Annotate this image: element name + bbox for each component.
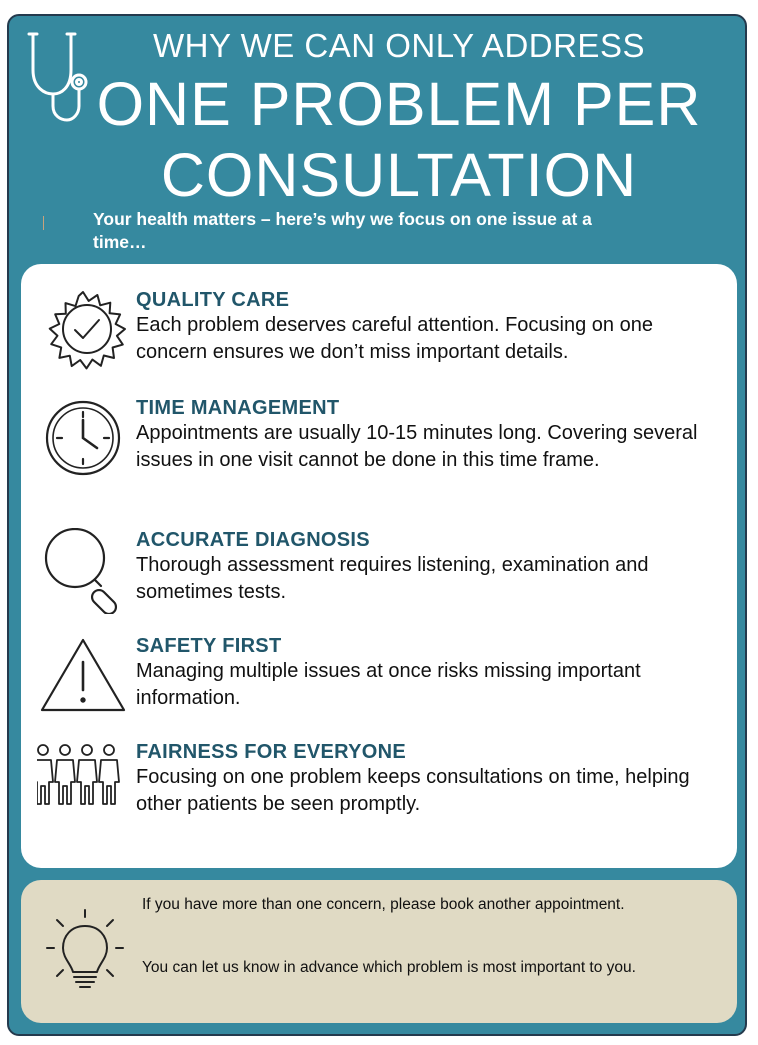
lightbulb-icon bbox=[45, 906, 125, 998]
reason-text: Appointments are usually 10-15 minutes long. Covering several issues in one visit cannot be done in this time frame. bbox=[136, 422, 698, 471]
reason-heading: TIME MANAGEMENT bbox=[136, 397, 340, 419]
title-line-1: WHY WE CAN ONLY ADDRESS bbox=[153, 27, 645, 64]
reasons-card bbox=[21, 264, 737, 868]
reason-text: Focusing on one problem keeps consultations on time, helping other patients be seen promptly. bbox=[136, 766, 690, 815]
title-line-3: CONSULTATION bbox=[160, 141, 638, 209]
divider-mark bbox=[43, 216, 44, 230]
reason-heading: ACCURATE DIAGNOSIS bbox=[136, 529, 370, 551]
people-icon bbox=[37, 740, 131, 826]
poster bbox=[7, 14, 747, 1036]
quality-badge-icon bbox=[37, 288, 131, 374]
subtitle: Your health matters – here’s why we focus on one issue at a time… bbox=[93, 209, 592, 252]
clock-icon bbox=[37, 396, 131, 482]
reason-text: Managing multiple issues at once risks missing important information. bbox=[136, 660, 641, 709]
warning-icon bbox=[37, 634, 131, 720]
reason-text: Each problem deserves careful attention. Focusing on one concern ensures we don’t miss important details. bbox=[136, 314, 653, 363]
magnifier-icon bbox=[37, 528, 131, 614]
tip-text-2: You can let us know in advance which problem is most important to you. bbox=[142, 959, 636, 976]
reason-text: Thorough assessment requires listening, examination and sometimes tests. bbox=[136, 554, 649, 603]
reason-heading: FAIRNESS FOR EVERYONE bbox=[136, 741, 407, 763]
tip-box bbox=[21, 880, 737, 1023]
reason-heading: SAFETY FIRST bbox=[136, 635, 282, 657]
title-line-2: ONE PROBLEM PER bbox=[96, 70, 702, 138]
tip-text-1: If you have more than one concern, please book another appointment. bbox=[142, 896, 625, 913]
reason-heading: QUALITY CARE bbox=[136, 289, 290, 311]
